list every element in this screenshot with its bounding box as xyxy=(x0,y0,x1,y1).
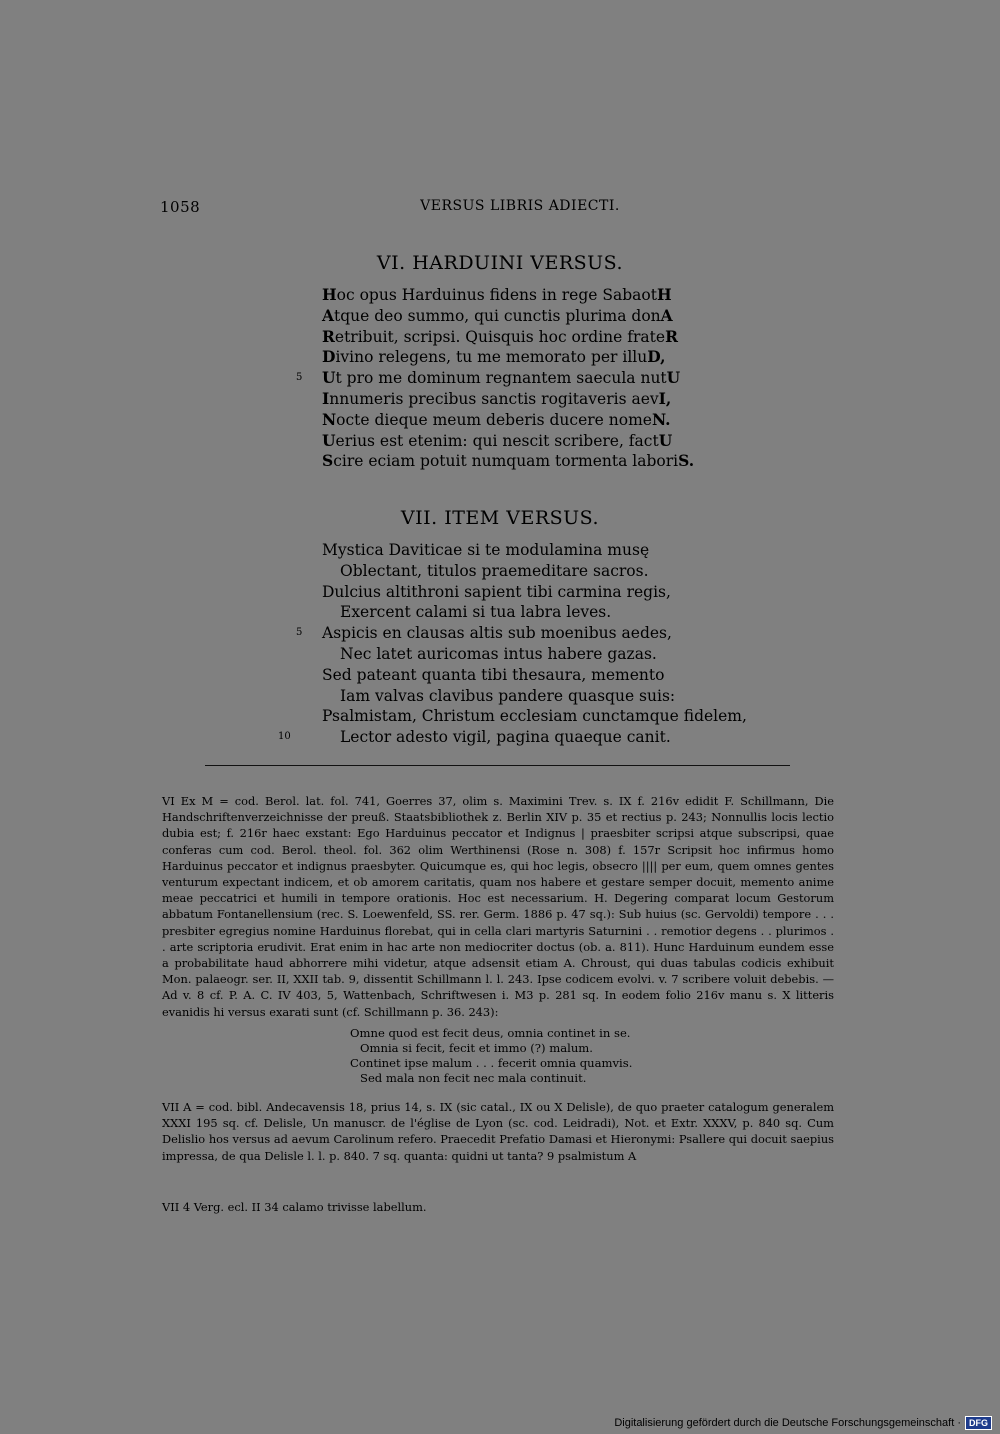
poem6-line xyxy=(322,327,694,348)
footer-text: Digitalisierung gefördert durch die Deutsche Forschungsgemeinschaft · xyxy=(614,1417,961,1429)
poem6-line xyxy=(322,451,694,472)
dfg-logo: DFG xyxy=(965,1416,992,1430)
quoted-verse-line: Omnia si fecit, fecit et immo (?) malum. xyxy=(360,1041,593,1055)
quoted-verse-line: Sed mala non fecit nec mala continuit. xyxy=(360,1071,587,1085)
poem7-line-text: Mystica Daviticae si te modulamina musę xyxy=(322,541,650,559)
running-title: VERSUS LIBRIS ADIECTI. xyxy=(420,198,620,214)
acrostic-initial: H xyxy=(322,285,337,304)
acrostic-initial: R xyxy=(322,326,335,346)
poem6-line-text: oc opus Harduinus fidens in rege Sabaot xyxy=(336,286,657,304)
telestich-final: R xyxy=(665,326,678,346)
poem6-line xyxy=(322,389,694,410)
footnote-vii-line4-text: VII 4 Verg. ecl. II 34 calamo trivisse labellum. xyxy=(162,1200,427,1214)
footnote-vii-line4 xyxy=(162,1199,834,1215)
poem6-line xyxy=(322,306,694,327)
footnote-divider xyxy=(205,765,790,766)
telestich-final: D, xyxy=(647,347,666,367)
poem7-body xyxy=(278,540,747,748)
poem6-line-text: ivino relegens, tu me memorato per illu xyxy=(335,348,648,367)
quoted-verse-line: Omne quod est fecit deus, omnia continet in se. xyxy=(350,1026,631,1040)
poem7-line-text: Nec latet auricomas intus habere gazas. xyxy=(340,644,657,663)
poem6-line-text: nnumeris precibus sanctis rogitaveris aev xyxy=(329,389,659,408)
poem7-line xyxy=(322,644,747,665)
poem7-line xyxy=(322,602,747,623)
footer-credit xyxy=(614,1414,992,1432)
poem7-line-text: Dulcius altithroni sapient tibi carmina regis, xyxy=(322,582,671,601)
poem6-body xyxy=(296,285,695,472)
poem7-line-text: Psalmistam, Christum ecclesiam cunctamque fidelem, xyxy=(322,707,747,726)
poem7-line xyxy=(296,623,747,644)
poem7-line-text: Iam valvas clavibus pandere quasque suis: xyxy=(340,686,676,705)
footnote-vii-text: VII A = cod. bibl. Andecavensis 18, prius 14, s. IX (sic catal., IX ou X Delisle), de quo praeter catalogum generalem XXXI 195 sq. cf. Delisle, Un manuscr. de l'église de Lyon (sc. cod. Leidradi), Not. et Extr. XXXV, p. 840 sq. Cum Delislio hos versus ad aevum Carolinum refero. Praecedit Prefatio Damasi et Hieronymi: Psallere qui docuit saepius impressa, de qua Delisle l. l. p. 840. 7 sq. quanta: quidni ut tanta? 9 psalmistum A xyxy=(162,1100,834,1163)
telestich-final: I, xyxy=(658,388,672,408)
telestich-final: N. xyxy=(651,409,671,429)
poem6-line xyxy=(322,347,694,368)
acrostic-initial: S xyxy=(322,451,334,471)
acrostic-initial: U xyxy=(322,368,336,388)
poem7-line xyxy=(322,686,747,707)
poem7-line-text: Sed pateant quanta tibi thesaura, memento xyxy=(322,665,665,684)
poem6-line xyxy=(322,410,694,431)
footnote-vi xyxy=(162,793,834,1020)
telestich-final: U xyxy=(666,368,681,388)
poem7-line-text: Oblectant, titulos praemeditare sacros. xyxy=(340,561,649,580)
poem6-line-text: cire eciam potuit numquam tormenta labori xyxy=(333,452,679,471)
footnote-vi-text: VI Ex M = cod. Berol. lat. fol. 741, Goerres 37, olim s. Maximini Trev. s. IX f. 216v edidit F. Schillmann, Die Handschriftenverzeichnisse der preuß. Staatsbibliothek z. Berlin XIV p. 35 et rectius p. 243; Nonnullis locis lectio dubia est; f. 216r haec exstant: Ego Harduinus peccator et Indignus | praesbiter scripsi atque subscripsi, quae conferas cum cod. Berol. theol. fol. 362 olim Werthinensi (Rose n. 308) f. 157r Scripsit hoc infirmus homo Harduinus peccator et indignus praesbyter. Quicumque es, qui hoc legis, obsecro |||| per eum, quem omnes gentes venturum expectant indicem, et ob amorem caritatis, quam nos habere et gestare semper docuit, memento anime meae peccatrici et humili in tempore orationis. Hoc est necessarium. H. Degering comparat locum Gestorum abbatum Fontanellensium (rec. S. Loewenfeld, SS. rer. Germ. 1886 p. 47 sq.): Sub huius (sc. Gervoldi) tempore . . . presbiter egregius nomine Harduinus florebat, qui in cella clari martyris Saturnini . . remotior degens . . plurimos . . arte scriptoria erudivit. Erat enim in hac arte non mediocriter doctus (ob. a. 811). Hunc Harduinum eundem esse a probabilitate haud abhorrere mihi videtur, atque adsensit etiam A. Chroust, qui duas tabulas codicis exhibuit Mon. palaeogr. ser. II, XXII tab. 9, dissentit Schillmann l. l. 243. Ipse codicem evolvi. v. 7 scribere voluit debebis. — Ad v. 8 cf. P. A. C. IV 403, 5, Wattenbach, Schriftwesen i. M3 p. 281 sq. In eodem folio 216v manu s. X litteris evanidis hi versus exarati sunt (cf. Schillmann p. 36. 243): xyxy=(162,794,834,1019)
acrostic-initial: A xyxy=(322,305,335,325)
telestich-final: A xyxy=(660,305,673,325)
poem7-line xyxy=(322,540,747,561)
acrostic-initial: N xyxy=(322,409,337,429)
poem7-line xyxy=(322,706,747,727)
poem7-line xyxy=(278,727,747,748)
telestich-final: U xyxy=(658,430,673,450)
poem7-line xyxy=(322,665,747,686)
line-number: 5 xyxy=(296,372,303,384)
quoted-verse-line: Continet ipse malum . . . fecerit omnia quamvis. xyxy=(350,1056,633,1070)
acrostic-initial: D xyxy=(322,347,336,367)
telestich-final: S. xyxy=(678,451,695,471)
poem7-line xyxy=(322,561,747,582)
footnote-vii xyxy=(162,1099,834,1164)
poem6-line-text: etribuit, scripsi. Quisquis hoc ordine frate xyxy=(334,327,666,346)
poem7-line-text: Exercent calami si tua labra leves. xyxy=(340,603,612,622)
poem7-title: VII. ITEM VERSUS. xyxy=(400,507,600,529)
poem7-line xyxy=(322,582,747,603)
poem6-line-text: t pro me dominum regnantem saecula nut xyxy=(335,369,667,388)
poem6-line-text: octe dieque meum deberis ducere nome xyxy=(336,410,652,429)
acrostic-initial: U xyxy=(322,430,336,450)
poem7-line-text: Lector adesto vigil, pagina quaeque canit. xyxy=(340,728,671,747)
poem6-line xyxy=(296,368,694,389)
line-number: 5 xyxy=(296,627,303,639)
page-number: 1058 xyxy=(160,198,201,216)
line-number: 10 xyxy=(278,731,291,743)
poem6-line-text: erius est etenim: qui nescit scribere, fact xyxy=(335,431,659,450)
poem6-line xyxy=(322,285,694,306)
poem6-title: VI. HARDUINI VERSUS. xyxy=(376,252,624,274)
poem7-line-text: Aspicis en clausas altis sub moenibus aedes, xyxy=(322,624,672,643)
poem6-line-text: tque deo summo, qui cunctis plurima don xyxy=(334,306,661,325)
page-header xyxy=(160,198,840,220)
quoted-verses xyxy=(350,1026,632,1086)
acrostic-initial: I xyxy=(322,388,330,408)
poem6-line xyxy=(322,431,694,452)
telestich-final: H xyxy=(656,285,672,304)
